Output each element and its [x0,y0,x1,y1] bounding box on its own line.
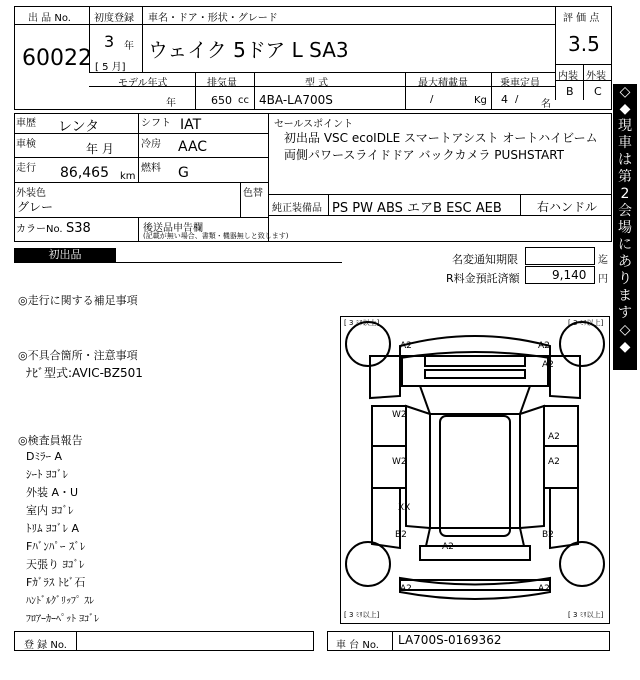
recycle-unit: 円 [598,274,608,285]
report-note: (記載が無い場合、書類・機器無しと致します) [143,232,289,240]
exterior-grade: C [594,85,602,98]
side-char: す [618,305,632,321]
rear-bumper [400,578,550,599]
inspector-title: ◎検査員報告 [18,434,83,447]
side-char: 2 [620,186,630,202]
displacement-value: 650 [211,94,232,107]
displacement-label: 排気量 [207,78,237,89]
damage-rear-bumper-right: A2 [538,584,550,594]
side-char: ま [618,288,632,304]
side-char: り [618,271,632,287]
damage-rear-center: A2 [442,542,454,552]
first-reg-year: 3 [104,32,115,51]
damage-front-right: A2 [538,341,550,351]
chassis-number: LA700S-0169362 [398,633,502,647]
type-label: 型 式 [305,78,329,89]
inspector-item: Dﾐﾗｰ A [26,450,62,463]
sales-line-2: 両側パワースライドドア バックカメラ PUSHSTART [284,148,564,162]
load-value: / [430,94,434,105]
tire-tread-front-right: [ 3 ﾐﾘ以上] [568,319,604,327]
exterior-color-value: グレー [17,200,54,214]
side-char: 車 [618,135,632,151]
name-change-box [525,247,595,265]
capacity-unit: 名 [541,99,551,110]
tire-tread-rear-left: [ 3 ﾐﾘ以上] [344,611,380,619]
inspector-item: ﾊﾝﾄﾞﾙｸﾞﾘｯﾌﾟ ｽﾚ [26,596,95,607]
registration-label: 登 録 No. [24,640,67,651]
capacity-value: 4 [501,93,508,106]
damage-right-rear-door: A2 [548,457,560,467]
sales-line-1: 初出品 VSC ecoIDLE スマートアシスト オートハイビーム [284,131,598,145]
left-rear-door [372,446,406,488]
defects-title: ◎不具合箇所・注意事項 [18,349,138,362]
load-unit: Kg [474,95,487,106]
recycle-amount: 9,140 [552,268,587,282]
fuel-label: 燃料 [141,163,161,174]
shift-label: シフト [141,118,171,129]
damage-left-rear-door: W2 [392,457,407,467]
recycle-label: R料金預託済額 [446,272,520,285]
damage-right-front-door: A2 [548,432,560,442]
damage-right-rear-quarter: B2 [542,530,554,540]
steering-value: 右ハンドル [537,200,598,214]
capacity-label: 乗車定員 [500,78,540,89]
inspector-item: ｼｰﾄ ﾖｺﾞﾚ [26,468,68,481]
side-char: ◆ [619,101,631,117]
ac-label: 冷房 [141,139,161,150]
car-name: ウェイク 5ドア L SA3 [148,38,349,62]
model-year-value: 年 [166,98,176,109]
first-reg-month: [ 5 月] [95,62,126,73]
side-char: 場 [618,220,632,236]
damage-left-front-door: W2 [392,410,407,420]
damage-left-rear-quarter-xx: XX [398,503,411,513]
shift-value: IAT [180,117,202,133]
tire-front-right-icon [560,322,604,366]
color-no-value: S38 [66,221,91,236]
side-char: あ [618,254,632,270]
damage-right-front-fender: A2 [542,360,554,370]
mileage-label: 走行 [16,163,36,174]
inspection-label: 車検 [16,139,36,150]
side-char: に [618,237,632,253]
side-char: 現 [618,118,632,134]
inspector-item: Fｶﾞﾗｽ ﾄﾋﾞ石 [26,576,86,589]
damage-left-rear-quarter: B2 [395,530,407,540]
tire-tread-rear-right: [ 3 ﾐﾘ以上] [568,611,604,619]
side-char: 第 [618,169,632,185]
displacement-unit: cc [238,95,249,106]
rear-hatch [420,546,530,560]
roof [440,416,510,536]
repaint-label: 色替 [243,188,263,199]
ac-value: AAC [178,139,208,155]
left-front-fender [370,356,400,398]
lot-number: 60022 [22,46,92,71]
first-listing-badge: 初出品 [14,248,116,262]
report-label: 後送品申告欄 [143,223,203,234]
inspector-item: 外装 A・U [26,486,79,499]
history-label: 車歴 [16,118,36,129]
first-reg-label: 初度登録 [94,13,134,24]
windshield [420,386,530,414]
sales-point-label: セールスポイント [274,119,354,130]
inspector-item: 天張り ﾖｺﾞﾚ [26,558,85,571]
mileage-unit: km [120,171,136,182]
first-reg-year-unit: 年 [124,41,134,52]
right-front-fender [550,356,580,398]
interior-label: 内装 [558,71,578,82]
capacity-sep: / [515,94,519,105]
lot-label: 出 品 No. [28,13,71,24]
damage-front-left: A2 [400,341,412,351]
inspector-item: ﾄﾘﾑ ﾖｺﾞﾚ A [26,522,80,535]
color-no-label: カラーNo. [16,224,63,235]
tire-rear-left-icon [346,542,390,586]
side-char: ◇ [619,322,631,338]
load-label: 最大積載量 [418,78,468,89]
history-value: レンタ [58,119,100,135]
exterior-label: 外装 [586,71,606,82]
nav-model: ﾅﾋﾞ型式:AVIC-BZ501 [26,366,143,380]
chassis-label: 車 台 No. [336,640,379,651]
tire-tread-front-left: [ 3 ﾐﾘ以上] [344,319,380,327]
inspector-item: Fﾊﾞﾝﾊﾟｰ ｽﾞﾚ [26,540,86,553]
grade-value: 3.5 [568,32,600,56]
type-value: 4BA-LA700S [259,93,333,107]
model-year-label: モデル年式 [118,78,168,89]
interior-grade: B [566,85,574,98]
front-bumper [400,336,550,358]
side-char: ◇ [619,84,631,100]
tire-rear-right-icon [560,542,604,586]
right-rear-door [544,446,578,488]
inspector-item: 室内 ﾖｺﾞﾚ [26,504,74,517]
inspection-value: 年 月 [86,142,114,156]
mileage-value: 86,465 [60,165,109,181]
fuel-value: G [178,165,189,181]
exterior-color-label: 外装色 [16,188,46,199]
front-grille [425,356,525,366]
name-change-label: 名変通知期限 [452,253,518,266]
name-change-unit: 迄 [598,255,608,266]
car-diagram [340,316,610,624]
equipment-label: 純正装備品 [272,203,322,214]
car-name-label: 車名・ドア・形状・グレード [148,13,278,24]
inspector-item: ﾌﾛｱｰｶｰﾍﾟｯﾄ ﾖｺﾞﾚ [26,614,100,625]
driving-notes-title: ◎走行に関する補足事項 [18,294,138,307]
damage-rear-bumper-left: A2 [400,584,412,594]
side-char: ◆ [619,339,631,355]
grade-label: 評 価 点 [563,13,600,24]
side-char: 会 [618,203,632,219]
side-char: は [618,152,632,168]
equipment-value: PS PW ABS エアB ESC AEB [332,201,502,216]
tire-front-left-icon [346,322,390,366]
right-rear-quarter [550,488,578,548]
side-notice [613,84,637,370]
